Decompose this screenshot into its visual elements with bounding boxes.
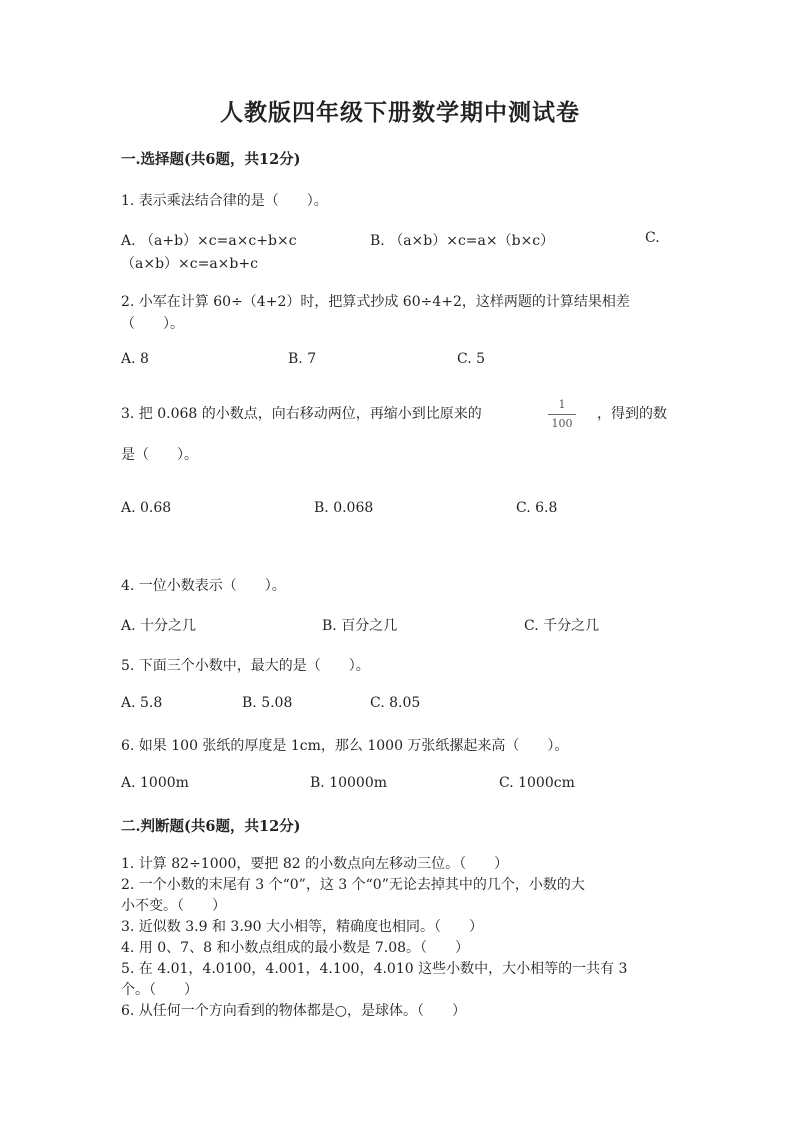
q3-fraction-numerator: 1: [558, 398, 566, 411]
tf-item-5-line2: 个。（ ）: [121, 982, 198, 998]
q3-stem-part2: ，得到的数: [597, 406, 667, 422]
q6-option-b: B. 10000m: [310, 775, 387, 791]
q2-stem-line1: 2. 小军在计算 60÷（4+2）时，把算式抄成 60÷4+2，这样两题的计算结果相差: [121, 294, 630, 310]
tf-item-3: 3. 近似数 3.9 和 3.90 大小相等，精确度也相同。（ ）: [121, 919, 484, 935]
q3-stem-part1: 3. 把 0.068 的小数点，向右移动两位，再缩小到比原来的: [121, 406, 482, 422]
q5-option-b: B. 5.08: [242, 695, 293, 711]
q2-option-b: B. 7: [288, 351, 317, 367]
q1-option-a: A. （a+b）×c=a×c+b×c: [121, 233, 297, 249]
q3-stem-line2: 是（ ）。: [121, 447, 198, 463]
q5-option-c: C. 8.05: [370, 695, 421, 711]
q6-option-a: A. 1000m: [121, 775, 189, 791]
q2-option-c: C. 5: [457, 351, 486, 367]
q1-option-c: C.: [645, 230, 660, 246]
q5-option-a: A. 5.8: [121, 695, 163, 711]
q1-stem: 1. 表示乘法结合律的是（ ）。: [121, 193, 328, 209]
q3-fraction: [548, 398, 576, 431]
q3-fraction-denominator: 100: [551, 417, 573, 430]
q5-stem: 5. 下面三个小数中，最大的是（ ）。: [121, 658, 370, 674]
section-2-heading: 二.判断题(共6题，共12分): [121, 818, 301, 835]
tf-item-5-line1: 5. 在 4.01，4.0100，4.001，4.100，4.010 这些小数中，大小相等的一共有 3: [121, 961, 628, 977]
q4-option-c: C. 千分之几: [524, 618, 600, 634]
q6-option-c: C. 1000cm: [499, 775, 575, 791]
q4-option-b: B. 百分之几: [322, 618, 398, 634]
q4-option-a: A. 十分之几: [121, 618, 197, 634]
q3-option-b: B. 0.068: [314, 500, 374, 516]
q2-stem-line2: （ ）。: [121, 316, 184, 332]
q4-stem: 4. 一位小数表示（ ）。: [121, 578, 286, 594]
section-1-heading: 一.选择题(共6题，共12分): [121, 151, 301, 168]
tf-item-2-line1: 2. 一个小数的末尾有 3 个“0”，这 3 个“0”无论去掉其中的几个，小数的大: [121, 877, 585, 893]
q1-option-c-content: （a×b）×c=a×b+c: [121, 256, 258, 272]
q1-option-b: B. （a×b）×c=a×（b×c）: [370, 233, 555, 249]
page-title: 人教版四年级下册数学期中测试卷: [220, 99, 580, 126]
q3-fraction-bar: [548, 414, 576, 415]
tf-item-4: 4. 用 0、7、8 和小数点组成的最小数是 7.08。（ ）: [121, 940, 470, 956]
q6-stem: 6. 如果 100 张纸的厚度是 1cm，那么 1000 万张纸摞起来高（ ）。: [121, 738, 569, 754]
q3-option-a: A. 0.68: [121, 500, 172, 516]
q3-option-c: C. 6.8: [516, 500, 558, 516]
q2-option-a: A. 8: [121, 351, 149, 367]
tf-item-6: 6. 从任何一个方向看到的物体都是○，是球体。（ ）: [121, 1003, 467, 1019]
tf-item-1: 1. 计算 82÷1000，要把 82 的小数点向左移动三位。（ ）: [121, 856, 509, 872]
tf-item-2-line2: 小不变。（ ）: [121, 898, 226, 914]
